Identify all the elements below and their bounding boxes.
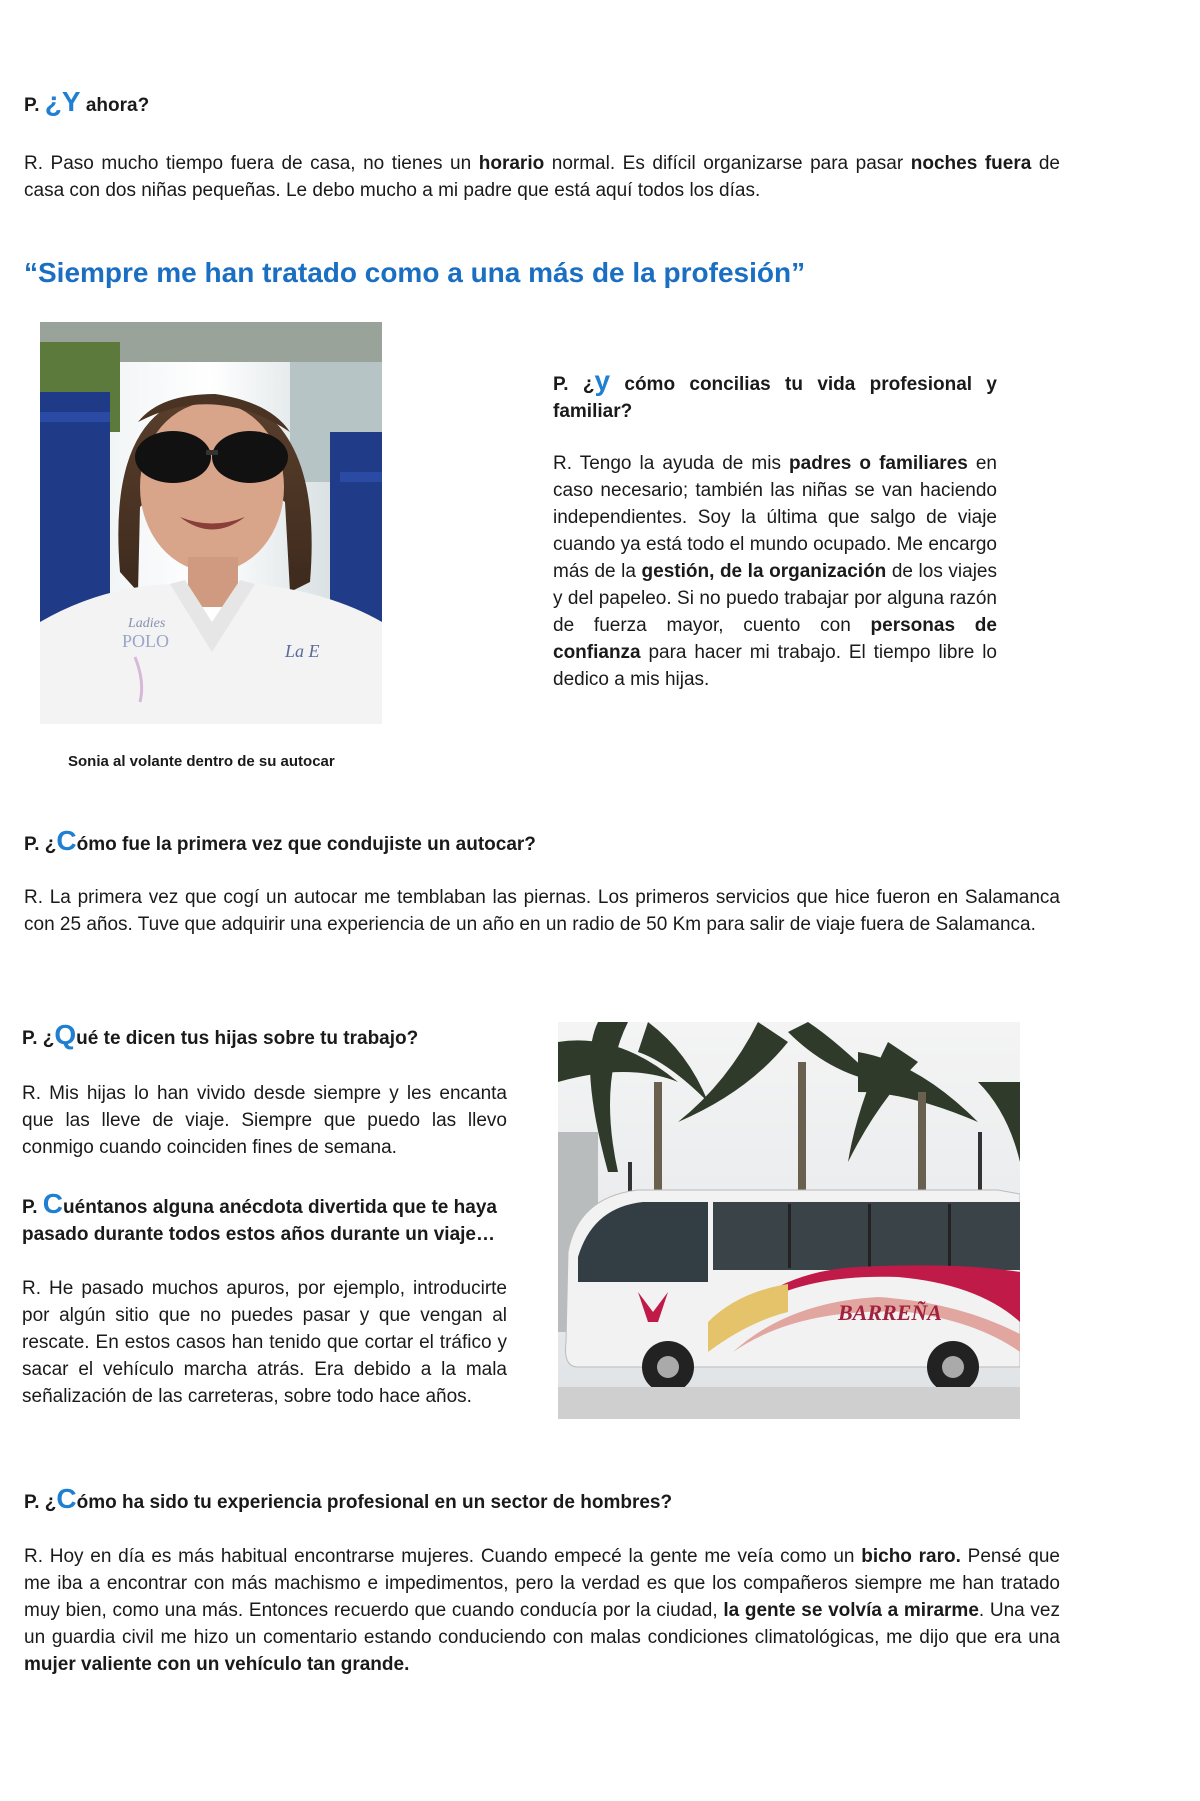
answer-bold: padres o familiares (789, 453, 968, 474)
question-initial: C (56, 1483, 77, 1514)
answer-bold: noches fuera (910, 153, 1032, 174)
answer-bold: horario (478, 153, 545, 174)
answer-text: normal. Es difícil organizarse para pasar (544, 153, 911, 174)
question-prefix: P. ¿ (24, 1492, 57, 1513)
shirt-logo-ladies: Ladies (128, 616, 166, 631)
answer-text: R. Tengo la ayuda de mis (553, 453, 790, 474)
answer-text: R. Hoy en día es más habitual encontrarse mujeres. Cuando empecé la gente me veía como un (24, 1546, 862, 1567)
answer-text: R. Paso mucho tiempo fuera de casa, no tienes un (24, 153, 479, 174)
answer-text: de casa con dos niñas pequeñas. Le debo mucho a mi padre que está aquí todos los días. (24, 153, 1060, 201)
question-text: uéntanos alguna anécdota divertida que te haya pasado durante todos estos años durante un viaje… (22, 1197, 497, 1245)
question-prefix: P. ¿ (24, 834, 57, 855)
answer-text: para hacer mi trabajo. El tiempo libre lo dedico a mis hijas. (553, 642, 997, 690)
answer-6 (24, 1543, 1060, 1678)
question-prefix: P. (22, 1197, 43, 1218)
portrait-photo (40, 322, 382, 724)
pull-quote-heading: “Siempre me han tratado como a una más de la profesión” (24, 257, 806, 288)
bus-photo (558, 1022, 1020, 1419)
question-text: ué te dicen tus hijas sobre tu trabajo? (76, 1028, 419, 1049)
photo-caption: Sonia al volante dentro de su autocar (68, 753, 335, 770)
shirt-logo-polo: POLO (122, 631, 170, 651)
answer-text: de los viajes y del papeleo. Si no puedo trabajar por alguna razón de fuerza mayor, cuento con (553, 561, 997, 636)
question-prefix: P. ¿ (553, 374, 595, 395)
answer-text: en caso necesario; también las niñas se van haciendo independientes. Soy la última que salgo de viaje cuando ya está todo el mundo ocupado. Me encargo más de la (553, 453, 997, 582)
question-initial: ¿Y (44, 86, 81, 117)
question-initial: C (56, 825, 77, 856)
question-text: ómo ha sido tu experiencia profesional en un sector de hombres? (76, 1492, 673, 1513)
answer-3: R. La primera vez que cogí un autocar me temblaban las piernas. Los primeros servicios que hice fueron en Salamanca con 25 años. Tuve que adquirir una experiencia de un año en un radio de 50 Km para salir de viaje fuera de Salamanca. (24, 887, 1060, 935)
question-3 (24, 827, 536, 858)
question-6 (24, 1485, 672, 1516)
answer-5: R. He pasado muchos apuros, por ejemplo, introducirte por algún sitio que no puedes pasar y que vengan al rescate. En estos casos han tenido que cortar el tráfico y sacar el vehículo marcha atrás. Era debido a la mala señalización de las carreteras, sobre todo hace años. (22, 1278, 507, 1407)
answer-1 (24, 150, 1060, 204)
question-prefix: P. (24, 95, 45, 116)
answer-bold: personas de confianza (553, 615, 997, 663)
answer-text: Pensé que me iba a encontrar con más machismo e impedimentos, pero la verdad es que los compañeros siempre me han tratado muy bien, como una más. Entonces recuerdo que cuando conducía por la ciudad, (24, 1546, 1061, 1621)
question-1 (24, 88, 149, 119)
answer-text: . Una vez un guardia civil me hizo un comentario estando conduciendo con malas condiciones climatológicas, me dijo que era una (24, 1600, 1060, 1648)
question-prefix: P. ¿ (22, 1028, 55, 1049)
question-text: ahora? (80, 95, 150, 116)
question-text: ómo fue la primera vez que condujiste un autocar? (76, 834, 536, 855)
bus-brand-logo: BARREÑA (838, 1300, 942, 1325)
answer-bold: gestión, de la organización (641, 561, 887, 582)
question-4 (22, 1021, 418, 1052)
question-2 (553, 367, 997, 425)
question-5 (22, 1190, 512, 1248)
question-initial: y (594, 365, 611, 396)
shirt-logo-brand: La E (285, 641, 320, 661)
answer-bold: bicho raro. (861, 1546, 961, 1567)
question-initial: Q (54, 1019, 77, 1050)
answer-bold: la gente se volvía a mirarme (723, 1600, 979, 1621)
answer-4: R. Mis hijas lo han vivido desde siempre y les encanta que las lleve de viaje. Siempre que puedo las llevo conmigo cuando coinciden fines de semana. (22, 1083, 507, 1158)
answer-2 (553, 450, 997, 693)
answer-bold: mujer valiente con un vehículo tan grande. (24, 1654, 410, 1675)
question-initial: C (42, 1188, 64, 1219)
portrait-illustration (40, 322, 382, 724)
bus-illustration (558, 1022, 1020, 1419)
question-text: cómo concilias tu vida profesional y familiar? (553, 374, 997, 422)
